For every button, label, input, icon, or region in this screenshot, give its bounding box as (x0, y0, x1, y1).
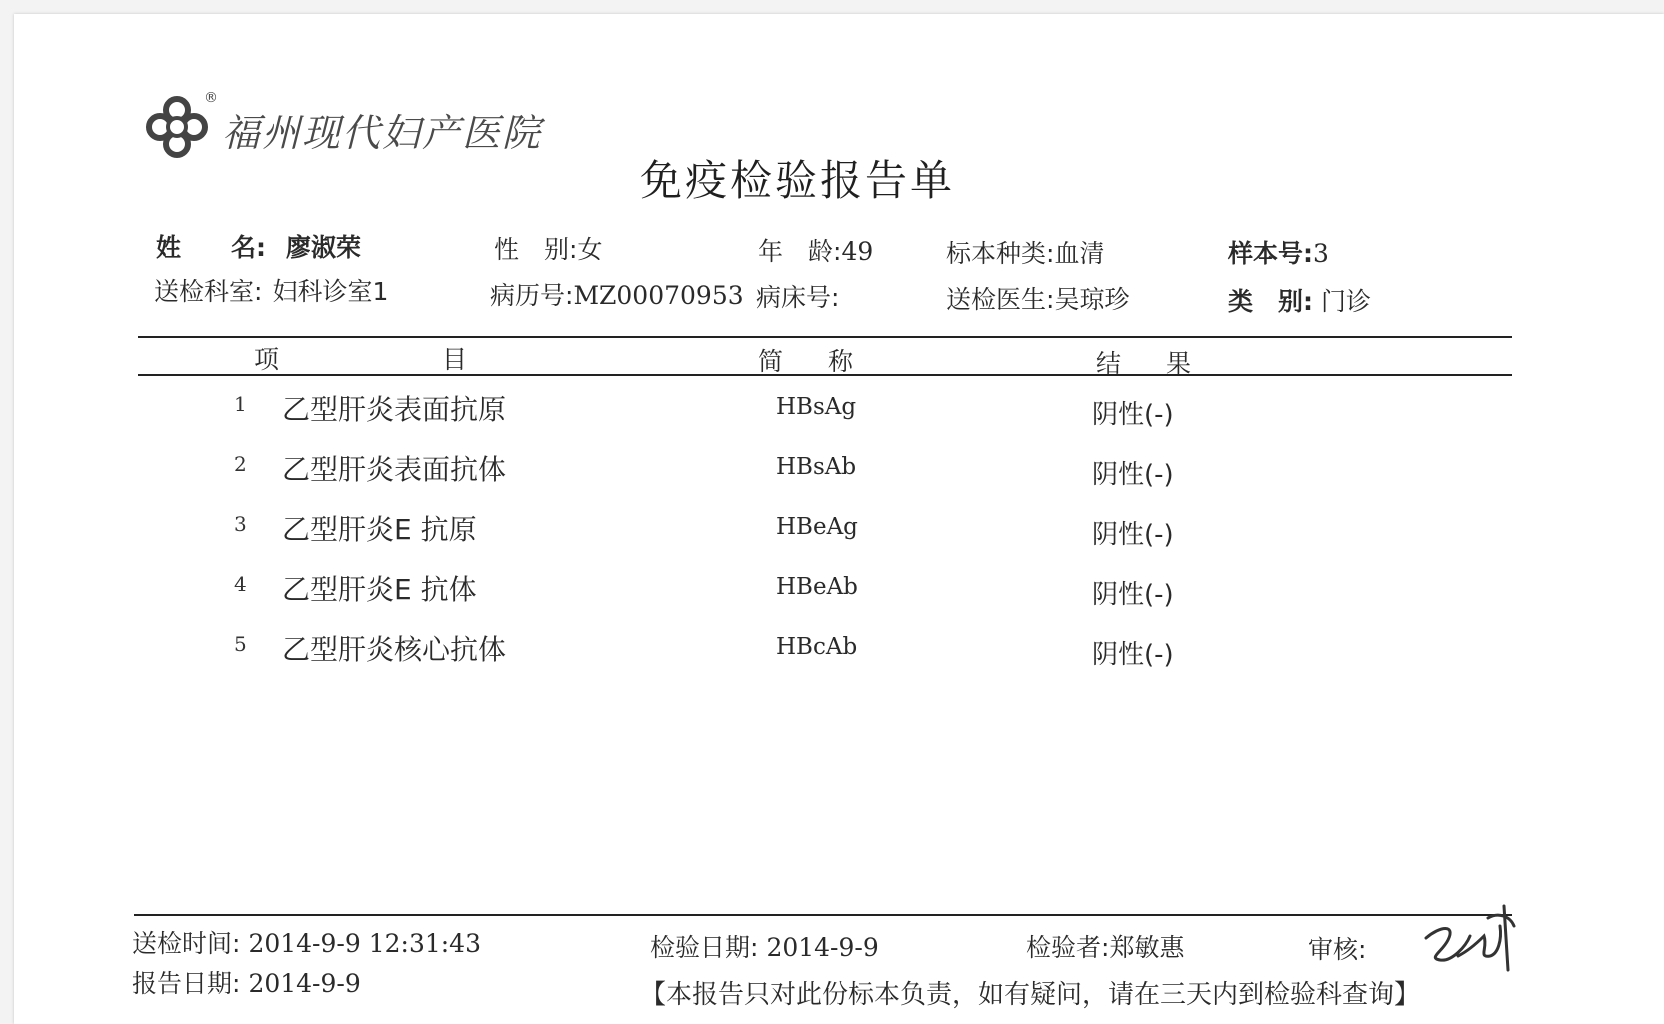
patient-name: 廖淑荣 (286, 233, 362, 262)
table-top-rule (138, 336, 1512, 338)
record-no: MZ00070953 (573, 281, 744, 310)
dept-field (154, 272, 388, 308)
report-title: 免疫检验报告单 (640, 156, 956, 205)
report-date-label: 报告日期: (132, 969, 241, 998)
category: 门诊 (1321, 287, 1372, 316)
test-result: 阴性(-) (1092, 460, 1174, 490)
patient-sex-label: 性 别: (494, 235, 578, 264)
sample-no: 3 (1313, 239, 1329, 268)
test-item-name: 乙型肝炎E 抗原 (282, 513, 477, 546)
row-number: 4 (234, 572, 247, 596)
specimen-type: 血清 (1054, 239, 1105, 268)
dept-label: 送检科室: (154, 277, 263, 306)
report-date: 2014-9-9 (248, 969, 361, 998)
doctor-field (946, 280, 1129, 316)
reviewer-label: 审核: (1308, 935, 1367, 964)
test-item-name: 乙型肝炎表面抗原 (282, 393, 507, 426)
test-item-abbr: HBcAb (776, 634, 858, 660)
sample-no-field (1228, 234, 1329, 270)
row-number: 5 (234, 632, 247, 656)
row-number: 1 (234, 392, 247, 416)
category-label: 类 别: (1228, 287, 1313, 316)
test-item-abbr: HBsAg (776, 394, 857, 420)
tester-field (1026, 928, 1184, 964)
patient-age-label: 年 龄: (758, 237, 842, 266)
submit-time: 2014-9-9 12:31:43 (248, 929, 481, 958)
patient-age: 49 (841, 237, 874, 266)
test-item-name: 乙型肝炎核心抗体 (282, 633, 507, 666)
record-no-label: 病历号: (490, 281, 574, 310)
category-field (1228, 282, 1371, 318)
header-item-b: 目 (442, 345, 468, 374)
bed-no-label: 病床号: (756, 283, 840, 312)
test-result: 阴性(-) (1092, 580, 1174, 610)
specimen-type-field (946, 234, 1104, 270)
test-date: 2014-9-9 (766, 933, 879, 962)
patient-age-field (758, 232, 873, 268)
header-result-a: 结 (1096, 349, 1122, 378)
bed-no-field (756, 278, 839, 314)
submit-time-field (132, 924, 481, 960)
patient-sex-field (494, 230, 602, 266)
row-number: 2 (234, 452, 247, 476)
submit-time-label: 送检时间: (132, 929, 241, 958)
row-number: 3 (234, 512, 247, 536)
header-abbr-a: 简 (758, 347, 784, 376)
test-date-field (650, 928, 879, 964)
header-result-b: 果 (1166, 349, 1192, 378)
test-item-abbr: HBeAb (776, 574, 858, 600)
footer-rule (134, 914, 1512, 916)
test-result: 阴性(-) (1092, 520, 1174, 550)
test-date-label: 检验日期: (650, 933, 759, 962)
test-result: 阴性(-) (1092, 640, 1174, 670)
patient-name-field (156, 228, 361, 264)
header-abbr-b: 称 (828, 347, 854, 376)
patient-name-label: 姓 名: (156, 233, 266, 262)
report-notice: 【本报告只对此份标本负责，如有疑问，请在三天内到检验科查询】 (640, 980, 1421, 1010)
test-result: 阴性(-) (1092, 400, 1174, 430)
test-item-abbr: HBeAg (776, 514, 858, 540)
test-item-abbr: HBsAb (776, 454, 857, 480)
record-no-field (490, 276, 744, 312)
doctor-label: 送检医生: (946, 285, 1055, 314)
test-item-name: 乙型肝炎E 抗体 (282, 573, 477, 606)
patient-sex: 女 (577, 235, 603, 264)
report-date-field (132, 964, 361, 1000)
tester: 郑敏惠 (1109, 933, 1185, 962)
reviewer-signature-icon (1418, 896, 1518, 976)
table-header-rule (138, 374, 1512, 376)
tester-label: 检验者: (1026, 933, 1110, 962)
sample-no-label: 样本号: (1228, 239, 1313, 268)
dept: 妇科诊室1 (272, 277, 389, 306)
hospital-logo-icon (142, 92, 212, 162)
header-item-a: 项 (254, 345, 280, 374)
specimen-type-label: 标本种类: (946, 239, 1055, 268)
test-item-name: 乙型肝炎表面抗体 (282, 453, 507, 486)
doctor: 吴琼珍 (1054, 285, 1130, 314)
registered-mark: ® (204, 90, 218, 106)
hospital-name: 福州现代妇产医院 (222, 111, 543, 155)
